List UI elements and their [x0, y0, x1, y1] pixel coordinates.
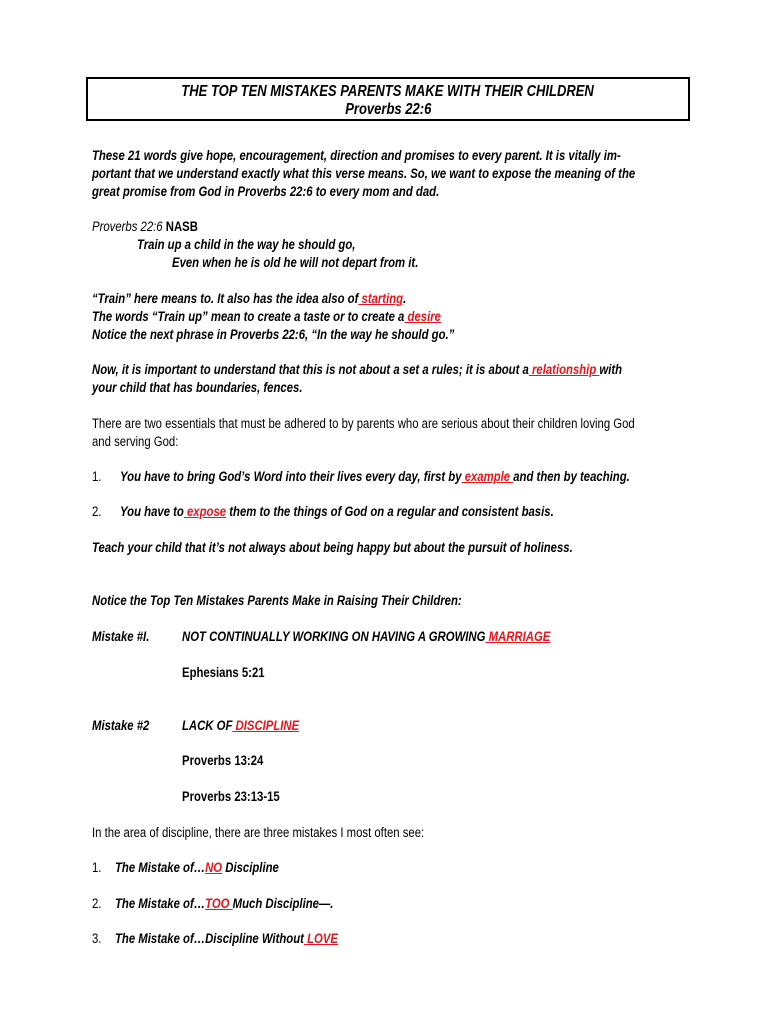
- train-line-3: Notice the next phrase in Proverbs 22:6, “In the way he should go.”: [92, 327, 455, 342]
- essential-2-text: You have to expose them to the things of God on a regular and consistent basis.: [120, 504, 554, 519]
- train-line-2: The words “Train up” mean to create a taste or to create a desire: [92, 309, 441, 324]
- discipline-intro-line: In the area of discipline, there are three mistakes I most often see:: [92, 825, 425, 840]
- mistake-2-title: LACK OF DISCIPLINE: [182, 718, 300, 733]
- highlight-starting: starting: [358, 291, 404, 306]
- document-subtitle: Proverbs 22:6: [344, 101, 432, 118]
- verse-heading: [92, 218, 198, 236]
- holiness-line: Teach your child that it’s not always about being happy but about the pursuit of holiness.: [92, 540, 573, 555]
- essential-1-number: 1.: [92, 469, 102, 484]
- highlight-expose: expose: [183, 504, 227, 519]
- verse-reference: Proverbs 22:6: [92, 219, 163, 234]
- essentials-line-1: There are two essentials that must be adhered to by parents who are serious about their children loving God: [92, 416, 635, 431]
- highlight-marriage: MARRIAGE: [485, 629, 551, 644]
- notice-line: Notice the Top Ten Mistakes Parents Make in Raising Their Children:: [92, 593, 462, 608]
- document-title: THE TOP TEN MISTAKES PARENTS MAKE WITH THEIR CHILDREN: [181, 83, 595, 100]
- highlight-example: example: [461, 469, 514, 484]
- intro-line-2: portant that we understand exactly what this verse means. So, we want to expose the meaning of the: [92, 166, 636, 181]
- relationship-line-2: your child that has boundaries, fences.: [92, 380, 303, 395]
- essential-1-text: You have to bring God’s Word into their lives every day, first by example and then by teaching.: [120, 469, 630, 484]
- verse-line-2: Even when he is old he will not depart from it.: [172, 255, 419, 270]
- verse-version: NASB: [165, 219, 198, 234]
- intro-line-3: great promise from God in Proverbs 22:6 to every mom and dad.: [92, 184, 440, 199]
- highlight-too: TOO: [205, 896, 233, 911]
- highlight-desire: desire: [404, 309, 441, 324]
- discipline-1-number: 1.: [92, 860, 102, 875]
- highlight-love: LOVE: [303, 931, 338, 946]
- discipline-3-number: 3.: [92, 931, 102, 946]
- highlight-relationship: relationship: [528, 362, 600, 377]
- mistake-2-reference-1: Proverbs 13:24: [182, 753, 264, 768]
- discipline-1-text: The Mistake of…NO Discipline: [115, 860, 279, 875]
- title-box: [86, 77, 690, 121]
- mistake-2-reference-2: Proverbs 23:13-15: [182, 789, 280, 804]
- mistake-1-reference: Ephesians 5:21: [182, 665, 265, 680]
- highlight-no: NO: [205, 860, 223, 875]
- mistake-1-title: NOT CONTINUALLY WORKING ON HAVING A GROWING MARRIAGE: [182, 629, 551, 644]
- mistake-2-label: Mistake #2: [92, 718, 150, 733]
- mistake-1-label: Mistake #I.: [92, 629, 150, 644]
- essential-2-number: 2.: [92, 504, 102, 519]
- essentials-line-2: and serving God:: [92, 434, 179, 449]
- discipline-2-number: 2.: [92, 896, 102, 911]
- relationship-line-1: Now, it is important to understand that this is not about a set a rules; it is about a relationship with: [92, 362, 623, 377]
- train-line-1: “Train” here means to. It also has the idea also of starting.: [92, 291, 407, 306]
- discipline-3-text: The Mistake of…Discipline Without LOVE: [115, 931, 338, 946]
- discipline-2-text: The Mistake of…TOO Much Discipline—.: [115, 896, 334, 911]
- intro-line-1: These 21 words give hope, encouragement, direction and promises to every parent. It is vitally im-: [92, 148, 621, 163]
- verse-line-1: Train up a child in the way he should go,: [137, 237, 356, 252]
- highlight-discipline: DISCIPLINE: [232, 718, 300, 733]
